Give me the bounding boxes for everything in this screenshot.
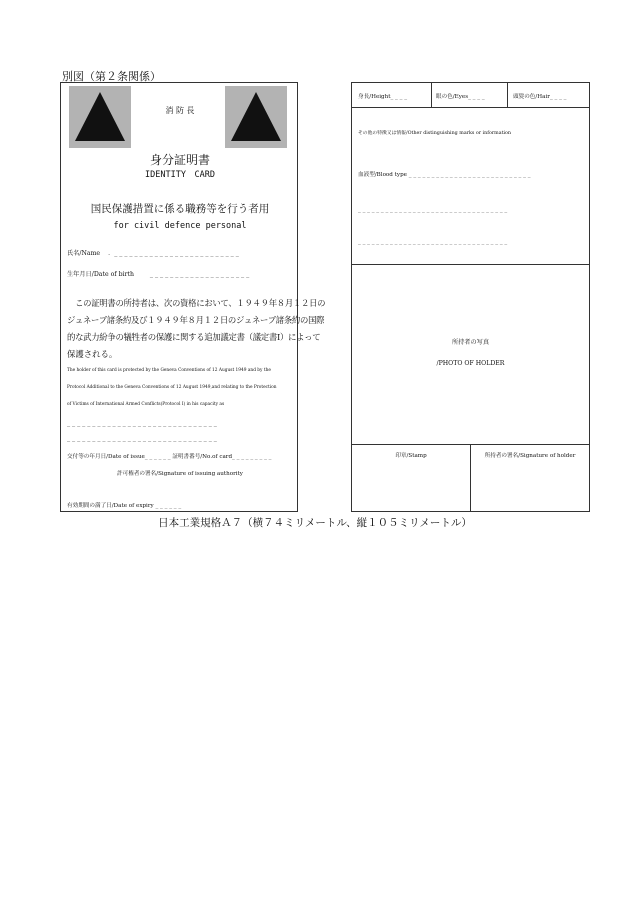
identity-card-front <box>60 82 326 512</box>
photo-label-en: /PHOTO OF HOLDER <box>436 360 505 367</box>
expiry-blank: _ _ _ _ _ _ <box>155 503 182 509</box>
issuing-authority: 消 防 長 <box>165 106 195 115</box>
issuing-authority-signature: 許可権者の署名/Signature of issuing authority <box>117 471 243 477</box>
eye-color-blank: _ _ _ _ <box>468 94 485 100</box>
protection-text-en-1: The holder of this card is protected by the Geneva Conventions of 12 August 1949 and by the <box>67 368 271 373</box>
triangle-emblem-icon <box>69 86 131 148</box>
capacity-blank-2: _ _ _ _ _ _ _ _ _ _ _ _ _ _ _ _ _ _ _ _ _ _ _ _ _ _ _ _ _ _ <box>67 435 217 442</box>
emblem-left <box>69 86 131 148</box>
card-number-blank: _ _ _ _ _ _ _ _ _ <box>232 454 272 460</box>
birth-date-field <box>67 269 249 278</box>
name-label: 氏名/Name <box>67 250 101 257</box>
protection-text-jp-4: 保護される。 <box>67 349 118 359</box>
blood-type-label: 血液型/Blood type <box>358 172 407 178</box>
blood-type-field <box>358 170 531 178</box>
card-number-label: 証明書番号/No.of card <box>172 454 233 460</box>
expiry-field <box>67 501 181 509</box>
birth-date-label: 生年月日/Date of birth <box>67 271 134 278</box>
emblem-right <box>225 86 287 148</box>
card-title-jp: 身分証明書 <box>149 153 210 167</box>
card-title-en: IDENTITY CARD <box>145 170 215 180</box>
triangle-emblem-icon <box>225 86 287 148</box>
blood-type-blank: _ _ _ _ _ _ _ _ _ _ _ _ _ _ _ _ _ _ _ _ _ _ _ _ _ _ _ <box>408 172 531 178</box>
height-blank: _ _ _ _ <box>390 94 408 100</box>
protection-text-en-3: of Victims of International Armed Conflicts(Protocol I) in his capacity as <box>67 402 225 407</box>
protection-text-jp-2: ジュネーブ諸条約及び１９４９年８月１２日のジュネーブ諸条約の国際 <box>67 315 325 325</box>
other-marks-label: その他の特徴又は情報/Other distinguishing marks or information <box>358 131 512 136</box>
hair-color-field <box>513 92 566 100</box>
info-blank-line-1: _ _ _ _ _ _ _ _ _ _ _ _ _ _ _ _ _ _ _ _ _ _ _ _ _ _ _ _ _ _ _ _ _ <box>358 207 508 213</box>
hair-color-label: 頭髪の色/Hair <box>513 94 550 100</box>
info-blank-line-2: _ _ _ _ _ _ _ _ _ _ _ _ _ _ _ _ _ _ _ _ _ _ _ _ _ _ _ _ _ _ _ _ _ <box>358 239 508 245</box>
expiry-label: 有効期間の満了日/Date of expiry <box>67 503 154 509</box>
size-standard-caption: 日本工業規格Ａ７（横７４ミリメートル、縦１０５ミリメートル） <box>158 517 472 529</box>
name-blank: ．_ _ _ _ _ _ _ _ _ _ _ _ _ _ _ _ _ _ _ _ _ _ _ _ _ <box>108 250 239 257</box>
holder-signature-box: 所持者の署名/Signature of holder <box>484 453 576 459</box>
name-field <box>67 248 239 257</box>
issue-and-card-number-row <box>67 452 271 460</box>
birth-date-blank: _ _ _ _ _ _ _ _ _ _ _ _ _ _ _ _ _ _ _ _ <box>149 271 250 278</box>
issue-date-label: 交付等の年月日/Date of issue <box>67 454 145 460</box>
protection-text-en-2: Protocol Additional to the Geneva Conventions of 12 August 1949,and relating to the Protection <box>67 385 277 390</box>
stamp-box: 印章/Stamp <box>395 453 427 459</box>
photo-label-jp: 所持者の写真 <box>451 339 490 346</box>
issue-date-blank: _ _ _ _ _ _ <box>144 454 171 460</box>
protection-text-jp-3: 的な武力紛争の犠牲者の保護に関する追加議定書（議定書Ⅰ）によって <box>67 332 321 342</box>
protection-text-jp-1: この証明書の所持者は、次の資格において、１９４９年８月１２日の <box>67 298 326 308</box>
capacity-blank-1: _ _ _ _ _ _ _ _ _ _ _ _ _ _ _ _ _ _ _ _ _ _ _ _ _ _ _ _ _ _ <box>67 420 217 427</box>
hair-color-blank: _ _ _ _ <box>549 94 567 100</box>
eye-color-field <box>436 92 485 100</box>
height-field <box>358 92 407 100</box>
figure-label: 別図（第２条関係） <box>62 70 161 83</box>
card-subtitle-jp: 国民保護措置に係る職務等を行う者用 <box>90 203 270 215</box>
identity-card-back <box>351 82 590 512</box>
height-label: 身長/Height <box>358 94 391 100</box>
card-subtitle-en: for civil defence personal <box>113 221 247 231</box>
eye-color-label: 眼の色/Eyes <box>436 94 469 100</box>
